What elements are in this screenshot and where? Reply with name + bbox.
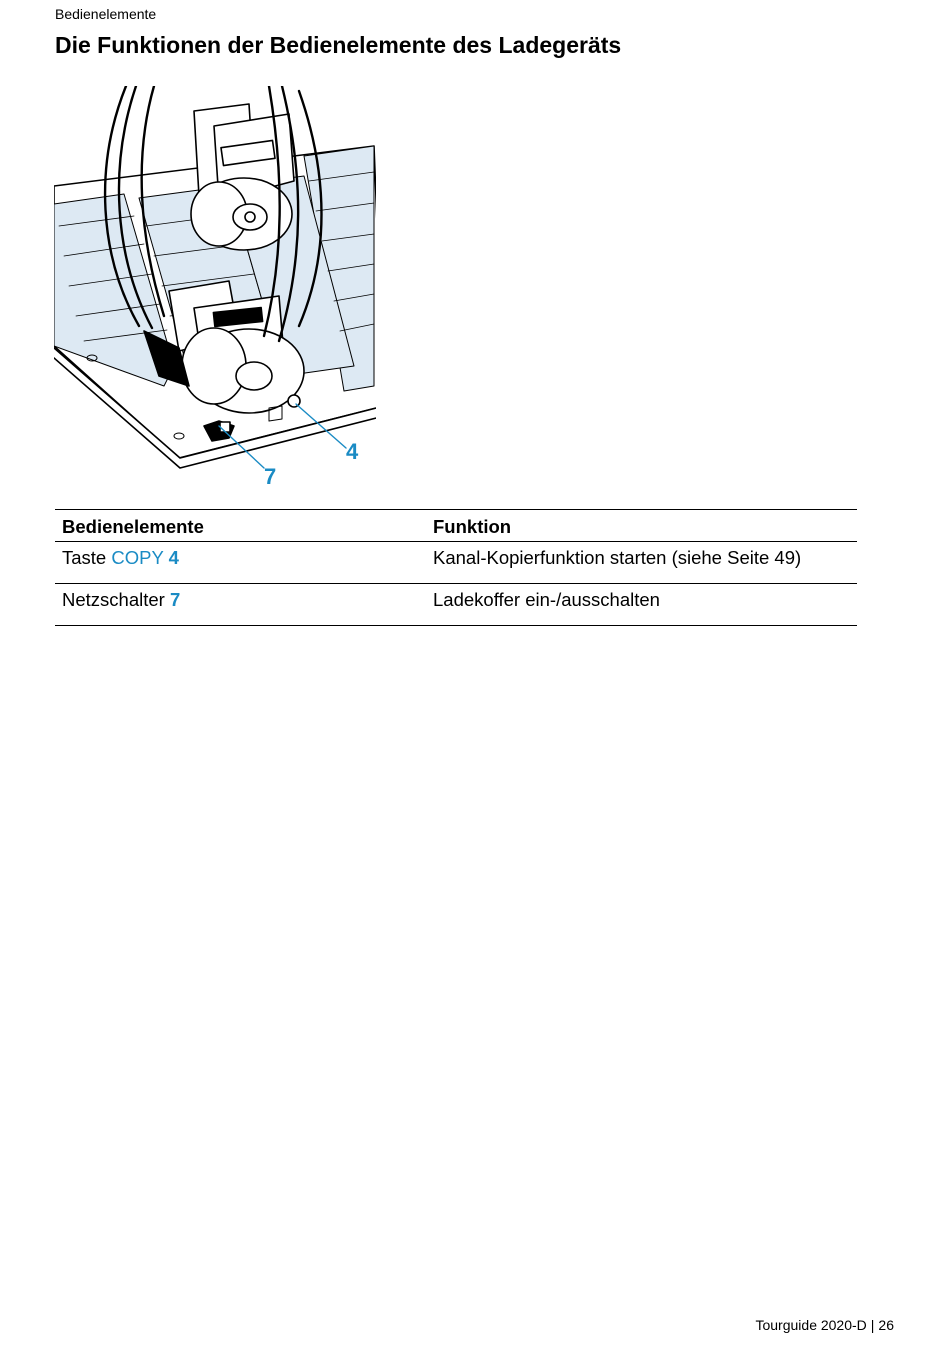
control-cell (55, 584, 426, 626)
control-prefix: Netzschalter (62, 589, 170, 610)
control-cell (55, 542, 426, 584)
column-header-function: Funktion (426, 510, 857, 542)
charger-illustration (54, 86, 378, 492)
footer-separator: | (870, 1317, 875, 1333)
control-name: COPY (111, 547, 164, 568)
controls-table (55, 509, 857, 626)
page-title: Die Funktionen der Bedienelemente des Ladegeräts (55, 32, 622, 58)
table-header-row (55, 510, 857, 542)
running-header: Bedienelemente (55, 6, 157, 22)
callout-4: 4 (346, 439, 359, 464)
callout-7: 7 (264, 464, 277, 489)
footer-doc-title: Tourguide 2020-D (755, 1317, 867, 1333)
function-cell: Kanal-Kopierfunktion starten (siehe Seite 49) (426, 542, 857, 584)
control-prefix: Taste (62, 547, 112, 568)
column-header-controls: Bedienelemente (55, 510, 426, 542)
function-cell: Ladekoffer ein-/ausschalten (426, 584, 857, 626)
table-row (55, 542, 857, 584)
control-ref: 7 (169, 589, 181, 610)
page-footer (755, 1317, 894, 1333)
control-ref: 4 (168, 547, 179, 568)
page-number: 26 (878, 1317, 894, 1333)
table-row (55, 584, 857, 626)
